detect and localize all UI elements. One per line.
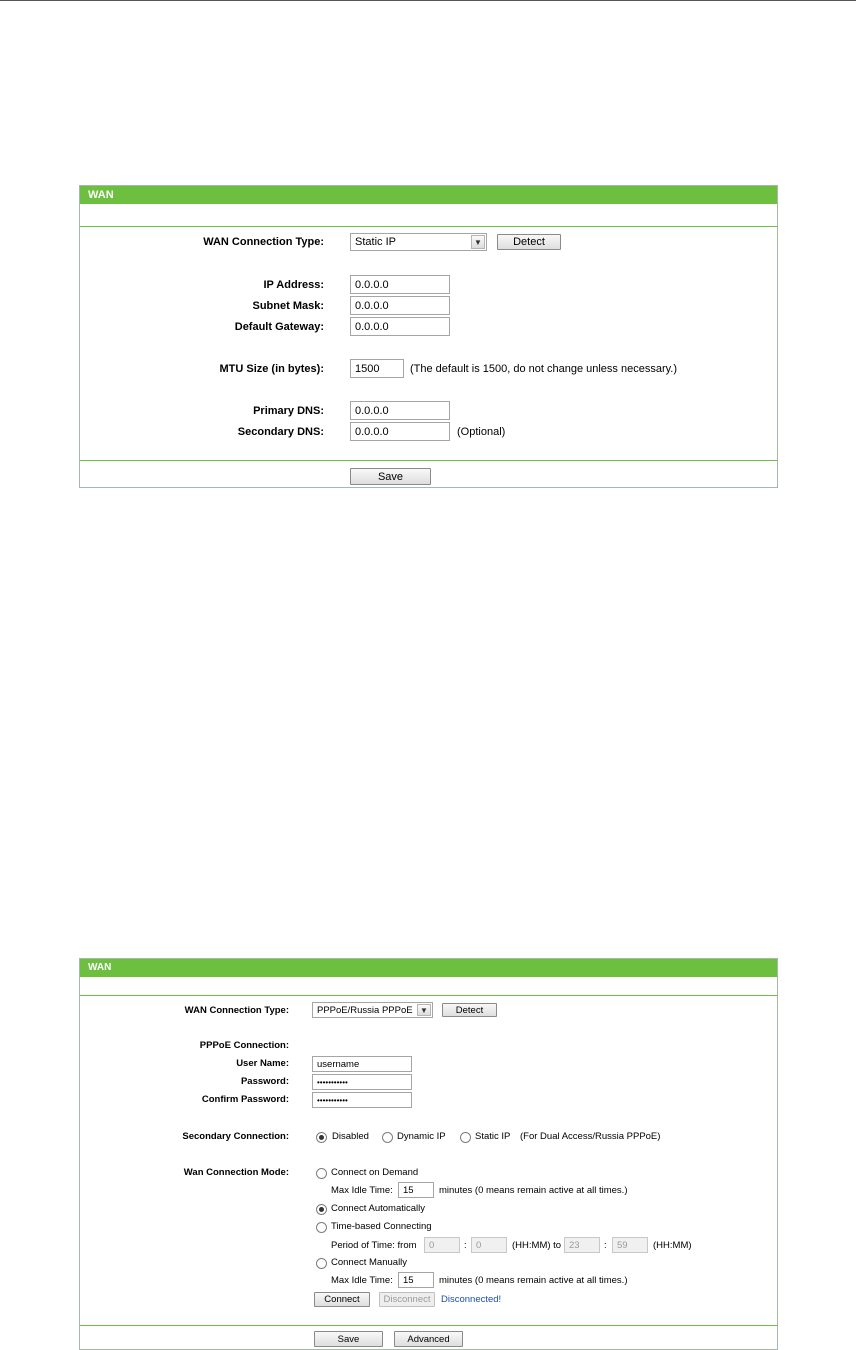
ip-address-input[interactable]: 0.0.0.0 bbox=[350, 275, 450, 294]
to-hour-input[interactable]: 23 bbox=[564, 1237, 600, 1253]
max-idle-time-input-demand[interactable]: 15 bbox=[398, 1182, 434, 1198]
connect-on-demand-label: Connect on Demand bbox=[331, 1167, 419, 1178]
wan-connection-mode-label: Wan Connection Mode: bbox=[183, 1167, 289, 1178]
to-minute-input[interactable]: 59 bbox=[612, 1237, 648, 1253]
connection-type-label: WAN Connection Type: bbox=[203, 236, 324, 248]
save-button[interactable]: Save bbox=[314, 1331, 383, 1347]
secondary-dns-label: Secondary DNS: bbox=[237, 426, 324, 438]
max-idle-time-note: minutes (0 means remain active at all times.) bbox=[439, 1185, 628, 1196]
advanced-button[interactable]: Advanced bbox=[394, 1331, 463, 1347]
secondary-connection-note: (For Dual Access/Russia PPPoE) bbox=[520, 1131, 661, 1142]
time-based-label: Time-based Connecting bbox=[331, 1221, 432, 1232]
disconnect-button[interactable]: Disconnect bbox=[379, 1292, 435, 1307]
panel-header: WAN bbox=[80, 186, 777, 204]
detect-button[interactable]: Detect bbox=[497, 234, 561, 250]
pppoe-connection-label: PPPoE Connection: bbox=[199, 1040, 289, 1051]
secondary-dynamic-ip-label: Dynamic IP bbox=[397, 1131, 446, 1142]
password-input[interactable]: ••••••••••• bbox=[312, 1074, 412, 1090]
connection-type-select[interactable] bbox=[312, 1002, 433, 1018]
default-gateway-label: Default Gateway: bbox=[234, 321, 324, 333]
connect-manually-label: Connect Manually bbox=[331, 1257, 408, 1268]
connect-automatically-label: Connect Automatically bbox=[331, 1203, 425, 1214]
primary-dns-input[interactable]: 0.0.0.0 bbox=[350, 401, 450, 420]
max-idle-time-input-manual[interactable]: 15 bbox=[398, 1272, 434, 1288]
period-of-time-label: Period of Time: from bbox=[331, 1240, 417, 1251]
confirm-password-label: Confirm Password: bbox=[201, 1094, 289, 1105]
secondary-disabled-label: Disabled bbox=[332, 1131, 369, 1142]
wan-pppoe-panel bbox=[79, 958, 778, 1350]
subnet-mask-label: Subnet Mask: bbox=[252, 300, 324, 312]
connect-button[interactable]: Connect bbox=[314, 1292, 370, 1307]
wan-static-ip-panel bbox=[79, 185, 778, 488]
connect-manually-radio[interactable] bbox=[316, 1258, 327, 1269]
username-label: User Name: bbox=[236, 1058, 289, 1069]
hhmm-to-label: (HH:MM) to bbox=[512, 1240, 562, 1251]
mtu-size-note: (The default is 1500, do not change unless necessary.) bbox=[410, 363, 678, 375]
connect-automatically-radio[interactable] bbox=[316, 1204, 327, 1215]
primary-dns-label: Primary DNS: bbox=[253, 405, 324, 417]
connection-type-select[interactable] bbox=[350, 233, 487, 251]
secondary-static-ip-label: Static IP bbox=[475, 1131, 511, 1142]
chevron-down-icon: ▼ bbox=[417, 1004, 431, 1016]
connection-type-value: PPPoE/Russia PPPoE bbox=[317, 1004, 413, 1016]
secondary-dynamic-ip-radio[interactable] bbox=[382, 1132, 393, 1143]
max-idle-time-label: Max Idle Time: bbox=[331, 1275, 393, 1286]
mtu-size-label: MTU Size (in bytes): bbox=[219, 363, 324, 375]
from-minute-input[interactable]: 0 bbox=[471, 1237, 507, 1253]
connection-type-value: Static IP bbox=[355, 236, 396, 248]
header-subbar bbox=[80, 977, 777, 996]
password-label: Password: bbox=[240, 1076, 289, 1087]
max-idle-time-note: minutes (0 means remain active at all times.) bbox=[439, 1275, 628, 1286]
confirm-password-input[interactable]: ••••••••••• bbox=[312, 1092, 412, 1108]
username-input[interactable]: username bbox=[312, 1056, 412, 1072]
chevron-down-icon: ▼ bbox=[471, 235, 485, 249]
footer-rule bbox=[80, 460, 777, 461]
secondary-disabled-radio[interactable] bbox=[316, 1132, 327, 1143]
ip-address-label: IP Address: bbox=[263, 279, 324, 291]
connection-type-label: WAN Connection Type: bbox=[184, 1005, 289, 1016]
secondary-dns-note: (Optional) bbox=[457, 426, 506, 438]
connection-status: Disconnected! bbox=[441, 1294, 502, 1305]
save-button[interactable]: Save bbox=[350, 468, 431, 485]
default-gateway-input[interactable]: 0.0.0.0 bbox=[350, 317, 450, 336]
secondary-static-ip-radio[interactable] bbox=[460, 1132, 471, 1143]
time-based-radio[interactable] bbox=[316, 1222, 327, 1233]
hhmm-label: (HH:MM) bbox=[653, 1240, 692, 1251]
subnet-mask-input[interactable]: 0.0.0.0 bbox=[350, 296, 450, 315]
secondary-dns-input[interactable]: 0.0.0.0 bbox=[350, 422, 450, 441]
page-top-rule bbox=[0, 0, 856, 1]
connect-on-demand-radio[interactable] bbox=[316, 1168, 327, 1179]
mtu-size-input[interactable]: 1500 bbox=[350, 359, 404, 378]
from-hour-input[interactable]: 0 bbox=[424, 1237, 460, 1253]
detect-button[interactable]: Detect bbox=[442, 1003, 497, 1017]
time-colon: : bbox=[464, 1240, 467, 1251]
footer-rule bbox=[80, 1325, 777, 1326]
header-subbar bbox=[80, 204, 777, 227]
time-colon: : bbox=[604, 1240, 607, 1251]
max-idle-time-label: Max Idle Time: bbox=[331, 1185, 393, 1196]
secondary-connection-label: Secondary Connection: bbox=[182, 1131, 289, 1142]
panel-header: WAN bbox=[80, 959, 777, 977]
